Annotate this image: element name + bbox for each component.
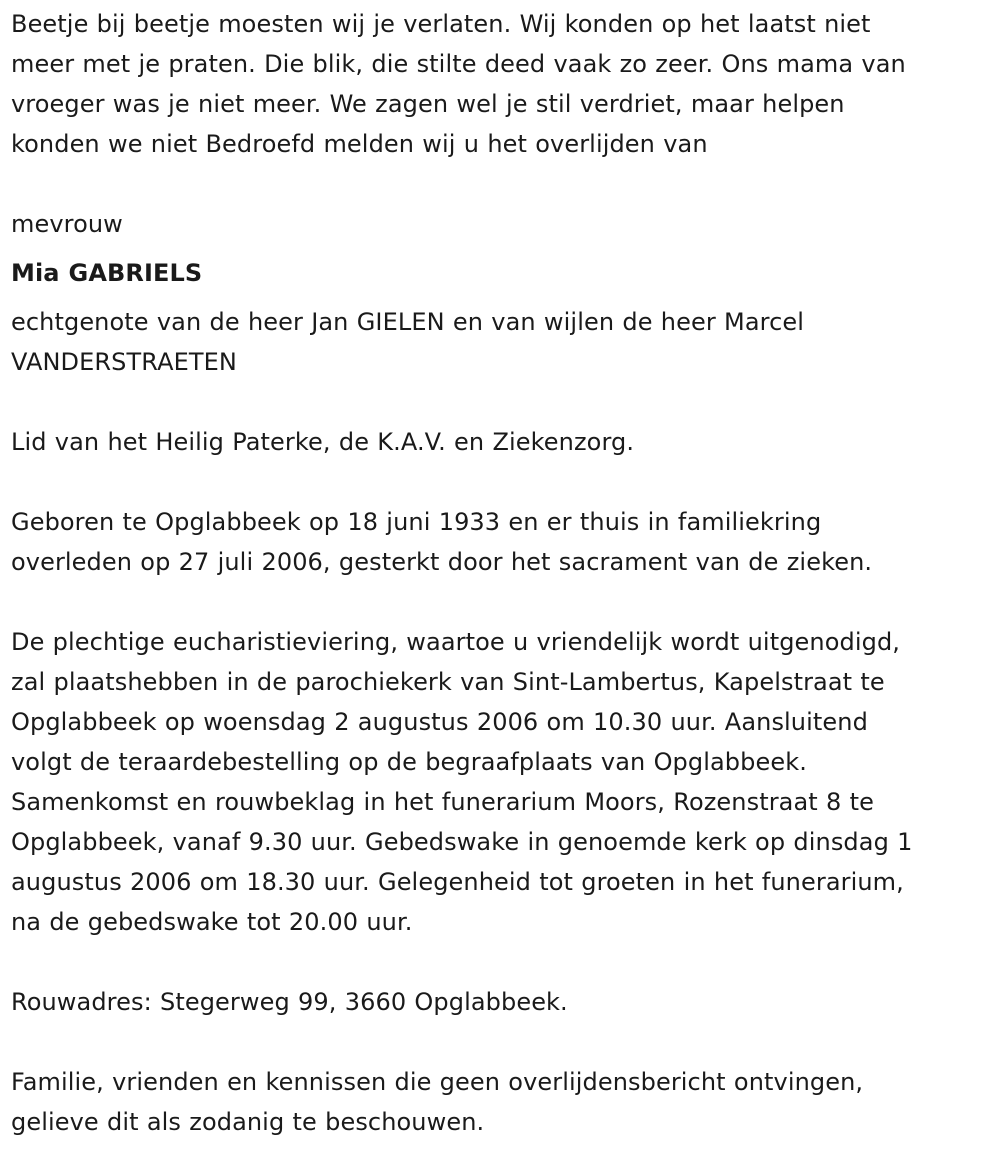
- address-paragraph: Rouwadres: Stegerweg 99, 3660 Opglabbeek.: [11, 988, 568, 1016]
- closing-paragraph: Familie, vrienden en kennissen die geen overlijdensbericht ontvingen, gelieve dit als zodanig te beschouwen.: [11, 1068, 864, 1136]
- spouse-paragraph: echtgenote van de heer Jan GIELEN en van wijlen de heer Marcel VANDERSTRAETEN: [11, 308, 805, 376]
- intro-paragraph: Beetje bij beetje moesten wij je verlaten. Wij konden op het laatst niet meer met je praten. Die blik, die stilte deed vaak zo zeer. Ons mama van vroeger was je niet meer. We zagen wel je stil verdriet, maar helpen konden we niet Bedroefd melden wij u het overlijden van: [11, 10, 906, 158]
- obituary-notice: [11, 4, 996, 1142]
- salutation: mevrouw: [11, 210, 123, 238]
- deceased-name: Mia GABRIELS: [11, 259, 203, 287]
- birth-death-paragraph: Geboren te Opglabbeek op 18 juni 1933 en er thuis in familiekring overleden op 27 juli 2006, gesterkt door het sacrament van de zieken.: [11, 508, 873, 576]
- membership-paragraph: Lid van het Heilig Paterke, de K.A.V. en Ziekenzorg.: [11, 428, 635, 456]
- ceremony-paragraph: De plechtige eucharistieviering, waartoe u vriendelijk wordt uitgenodigd, zal plaatshebben in de parochiekerk van Sint-Lambertus, Kapelstraat te Opglabbeek op woensdag 2 augustus 2006 om 10.30 uur. Aansluitend volgt de teraardebestelling op de begraafplaats van Opglabbeek. Samenkomst en rouwbeklag in het funerarium Moors, Rozenstraat 8 te Opglabbeek, vanaf 9.30 uur. Gebedswake in genoemde kerk op dinsdag 1 augustus 2006 om 18.30 uur. Gelegenheid tot groeten in het funerarium, na de gebedswake tot 20.00 uur.: [11, 628, 913, 936]
